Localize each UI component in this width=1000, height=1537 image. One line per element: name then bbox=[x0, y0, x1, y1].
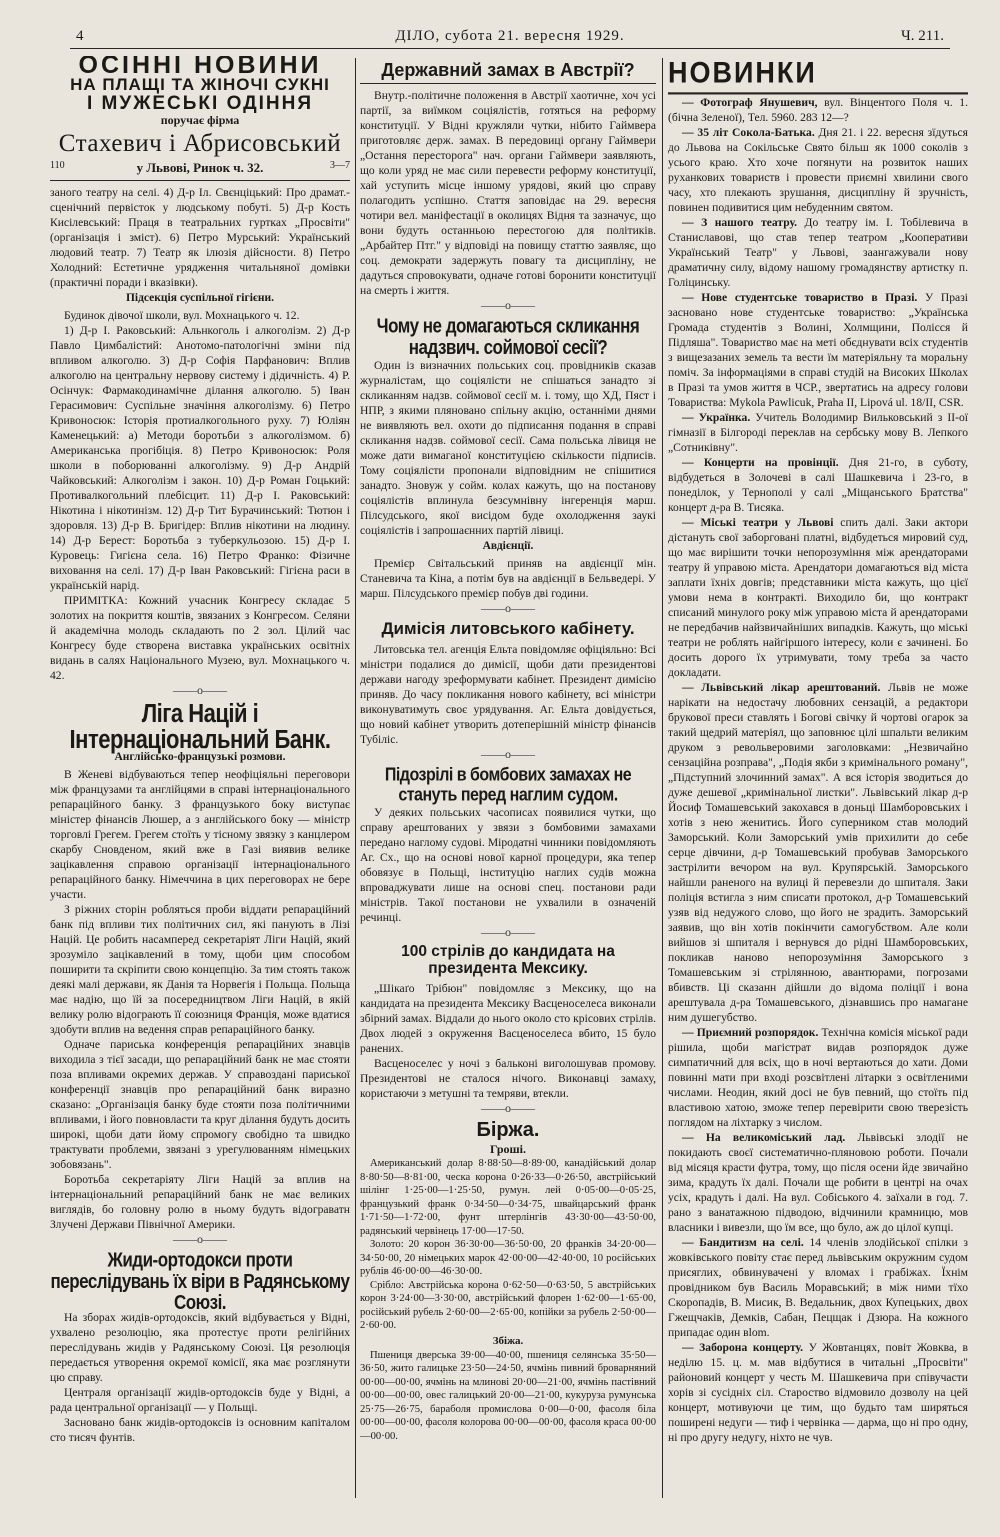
news-item bbox=[668, 125, 968, 215]
news-item-text: У Празі засновано нове студентське товариство: „Українська Громада студентів з Волині, Холмщини, Полісся й Підляша". Товариство має на меті обєднувати всіх студентів з вищезазаних земель та вести їм матеріяльну та моральну поміч. За інформаціями в справі студій на Високих Школах в Празі та умов життя в ЧСР., звертатись на адресу голови Товариства: Mykola Pawlicuk, Praha II, Lipová ul. 18/II, CSR. bbox=[668, 291, 968, 409]
section-heading: Авдієнції. bbox=[482, 540, 534, 552]
ad-line: І МУЖЕСЬКІ ОДІННЯ bbox=[86, 93, 314, 114]
stock-exchange-section bbox=[360, 1119, 656, 1443]
article-paragraph: В Женеві відбуваються тепер неофіціяльні переговори між французами та англійцями в справі інтернаціонального репараційного банку. З французького боку виступає міністер фінансів Люшер, а з англійського боку — міністр торговлі Грегем. Грегем стоїть у тісному звязку з канцлером скарбу Сновденом, який вже в Газі виявив велике зацікавлення справою організації інтернаціонального репараційного банку. Німеччина в цих переговорах не бере участи. bbox=[50, 768, 350, 901]
news-item bbox=[668, 680, 968, 1025]
news-item bbox=[668, 215, 968, 290]
ad-code: 110 bbox=[50, 160, 65, 171]
news-item-text: У Жовтанцях, повіт Жовква, в неділю 15. ц. м. мав відбутися в читальні „Просвіти" районовий концерт у честь М. Шашкевича при співучасти хорів зі сусідніх сіл. Староство відмовило дозволу на цей концерт, мотивуючи це тим, що будьто там ширяться поширені недуги — тиф і червінка — дарма, що ні про одну, ні про другу недугу, ніхто не чув. bbox=[668, 1341, 968, 1444]
news-item bbox=[668, 1235, 968, 1340]
news-item bbox=[668, 455, 968, 515]
article-paragraph: Одначе париська конференція репараційних знавців виходила з тієї засади, що репараційний банк не має стояти поза впливами окремих держав. У справоздані париської конференції знавців про репараційний банк виразно сказано: „Організація банку буде стояти поза політичними впливами, і його повновласти та круг ділання будуть досить широкі, щоби дати йому спромогу свобідно та швидко трактувати проблеми, звязані з урегулюванням німецьких зобовязань". bbox=[50, 1038, 350, 1171]
news-item-text: 14 членів злодійської спілки з жовківського повіту стає перед львівським окружним судом присяглих, обвинувачені у вломах і грабіжах. Їхнім провідником був Василь Моравський; в між ними тїхо Скоропадів, В. Мисик, В. Ведальник, двох Купецьких, двох Гжещчаків, Демків, Сабан, Пецщак і Дзюра. На кожного припадає один вlom. bbox=[668, 1236, 968, 1339]
news-item-text: Львів не може нарікати на недостачу любовних сензацій, а редактори брукової преси ставлять і Богові свічку й чортові огарок за такий щедрий матеріял, що заповнює цілі шпальти великим друком з револьверовими заголовками: „Незвичайно сензаційна розправа", „Подія якби з кримінального роману", „Підступний злочинний замах". А вся історія зводиться до дуже дешевої „кримінальної листки". Львівський лікар д-р Йосиф Томашевський закохався в доньці Шамборовських і хотів з нею женитись. Його суперником став молодий Заморський. Коли Заморський умів прихилити до себе серце дівчини, д-р Томашевський пробував Заморського застрілити вечором на вул. Крупярській. Заморського найшли раненого на вулиці й перевезли до шпиталя. Заки поліція встигла з ним списати протокол, д-р Томашевський узяв від недужого слово, що його не зрадить. Заморський заявив, що він хотів покінчити самогубством. Але коли вийшов зі шпиталя і вернувся до рідні Шамборовських, покликав наново непорозуміння Заморського з Томашевським зі стрілянною, авантюрами, погрозами вбивств. Ці сказанн дійшли до відома поліції і вона арештувала д-ра Томашевського, дізнавшись про намагане ним душегубство. bbox=[668, 681, 968, 1024]
news-item-lead: — Приємний розпорядок. bbox=[682, 1026, 819, 1039]
article-paragraph: Васценоселес у ночі з бальконі виголошував промову. Президентові не сталося нічого. Виконавці замаху, користаючи з метушні та темряви, втекли. bbox=[360, 1057, 656, 1100]
article-paragraph: заного театру на селі. 4) Д-р Іл. Свєнціцький: Про драмат.-сценічний первісток у людському побуті. 5) Д-р Кость Кисілевський: Праця в театральних гуртках „Просвіти" (організація і зміст). 6) Петро Мурський: Український людовий театр. 7) Театр як ілюзія дійсности. 8) Петро Холодний: Естетичне урядження читальняної домівки (практичні поради і вказівки). bbox=[50, 186, 350, 289]
article-paragraph: Один із визначних польських соц. провідників сказав журналістам, що соціялісти не спішаться занадто зі скликанням надзв. соймової сесії м. і. тому, що ХД, Пяст і НПР, з якими пляновано спільну акцію, останніми днями не виявляють вел. охоти до підписання подання в справі скликання надзв. соймової сесії. Сама польська лівиця не може дати вимаганої конституцією скількости підписів. Тому соціялісти пропонали відповідним не спішитися занадто. Зновуж у сойм. колах кажуть, що на постанову соціялістів вплинула безсумнівну інгеренція марш. Пілсудського, якої висідом буде охолодження заукі соціялістів і запрошаєнних партій лівиці. bbox=[360, 359, 656, 537]
news-item-lead: — Концерти на провінції. bbox=[682, 456, 839, 469]
news-item-lead: — Львівський лікар арештований. bbox=[682, 681, 881, 694]
page-header bbox=[70, 26, 950, 49]
column-2 bbox=[360, 56, 656, 1516]
article-paragraph: Литовська тел. агенція Ельта повідомляє офіціяльно: Всі міністри подалися до димісії, щоби дати президентові держави нагоду зреформувати кабінет. Президент димісію приняв. До часу покликання нового кабінету, всі міністри виконуватимуть своє урядування. Аг. Ельта довідується, що новий кабінет утворить дотеперішній міністр фінансів Тубіліс. bbox=[360, 643, 656, 746]
ad-address-row bbox=[50, 160, 350, 176]
separator: ——o—— bbox=[481, 1101, 535, 1115]
article-paragraph: ПРИМІТКА: Кожний учасник Конгресу складає 5 золотих на покриття коштів, звязаних з Конгресом. Селяни й академічна молодь складають по 2 зол. Цілий час Конгресу буде створена виставка українських освітніх видань в салях Національного Музею, вул. Мохнацького ч. 42. bbox=[50, 594, 350, 682]
separator: ——o—— bbox=[173, 683, 227, 697]
article-paragraph: Внутр.-політичне положення в Австрії хаотичне, хоч усі партії, за виїмком соціялістів, готяться на реформу конституції. У Відні кружляли чутки, нібито Гаймвера приготовляє держ. замах. В передовиці органу Гаймвери „Остання пересторога" нач. органи Гаймвери заявляють, що коли уряд не має сили перевести реформу конституції, хай уступить місце іншому урядові, який цю справу полагодить успішно. Стаття заповідає на 29. вересня чотири вел. маніфестації в околицях Відня та зазначує, що вони будуть останньою перестогою для політиків. „Арбайтер Птг." у відповіді на повищу статтю заявляє, що соц. демократи задержуть повагу та дисципліну, не дадуться спровокувати, одначе готові боронити конституції на смерть і життя. bbox=[360, 89, 656, 297]
column-3 bbox=[668, 56, 968, 1526]
column-rule bbox=[662, 58, 663, 1498]
news-item bbox=[668, 95, 968, 125]
news-item-text: Учитель Володимир Вильковський з II-ої гімназії в Білгороді переклав на сербську мову В. Лепкого „Сотниківну". bbox=[668, 411, 968, 454]
article-paragraph: Премієр Світальський приняв на авдієнції мін. Станевича та Кіна, а потім був на авдієнції в Бельведері. У марш. Пілсудського премієр побув дві години. bbox=[360, 557, 656, 600]
separator: ——o—— bbox=[481, 601, 535, 615]
news-item-lead: — 35 літ Сокола-Батька. bbox=[682, 126, 815, 139]
article-subheading: Англійсько-французькі розмови. bbox=[114, 751, 286, 763]
stock-exchange-title: Біржа. bbox=[476, 1119, 540, 1141]
news-item-text: До театру ім. І. Тобілевича в Станиславові, що став тепер театром „Кооперативи Український Театр" у Львові, заангажували нову драматичну силу, відому нашому громадянству артистку п. Голіцинську. bbox=[668, 216, 968, 289]
news-item-lead: — Бандитизм на селі. bbox=[682, 1236, 804, 1249]
masthead: ДІЛО, субота 21. вересня 1929. bbox=[395, 28, 625, 44]
news-list bbox=[668, 95, 968, 1445]
article-paragraph: Засновано банк жидів-ортодоксів із основним капіталом сто тисяч фунтів. bbox=[50, 1416, 350, 1444]
ad-address: у Львові, Ринок ч. 32. bbox=[136, 160, 264, 175]
news-item-lead: — Фотограф Янушевич, bbox=[682, 96, 818, 109]
section-heading: Підсекція суспільної гігієни. bbox=[125, 292, 275, 304]
section-heading: Гроші. bbox=[489, 1142, 527, 1156]
ad-by: поручає фірма bbox=[160, 113, 240, 127]
news-item-lead: — Нове студентське товариство в Празі. bbox=[682, 291, 918, 304]
exchange-paragraph: Срібло: Австрійська корона 0·62·50—0·63·50, 5 австрійських корон 3·24·00—3·30·00, австрійський флорен 1·62·00—1·65·00, російський рубель 2·60·00—2·65·00, копійки за рубель 2·50·00—2·60·00. bbox=[360, 1279, 656, 1331]
column-1 bbox=[50, 56, 350, 1516]
news-item bbox=[668, 410, 968, 455]
article-paragraph: Боротьба секретаріяту Ліги Націй за вплив на інтернаціональний репараційний банк не має великих виглядів, бо головну ролю в ньому будуть відограватн Злучені Держави Північної Америки. bbox=[50, 1173, 350, 1231]
news-item-lead: — З нашого театру. bbox=[682, 216, 798, 229]
news-item bbox=[668, 1025, 968, 1130]
separator: ——o—— bbox=[173, 1232, 227, 1246]
article-paragraph: „Шікаґо Трібюн" повідомляє з Мексику, що на кандидата на президента Мексику Васценоселеса виконали збірний замах. Віддали до нього около сто крісових стрілів. Двох людей з окруження Васценоселеса вбито, 15 було ранених. bbox=[360, 982, 656, 1055]
news-item-text: Львівські злодії не покидають своєї систематично-пляновою роботи. Почали від місяця красти футра, тому, що після осени йде звичайно зима, крадуть їх далі. Почали ще робити в центрі на очах усіх, крадуть і далі. На вул. Собіського 4. заїхали в год. 7. рано з ванатажною підводою, відчинили крамницю, мов власники і вивезли, що їм все, що було, аж до цілої купці. bbox=[668, 1131, 968, 1234]
exchange-paragraph: Золото: 20 корон 36·30·00—36·50·00, 20 франків 34·20·00—34·50·00, 20 німецьких марок 42·00·00—42·40·00, 10 російських рублів 46·00·00—46·30·00. bbox=[360, 1239, 656, 1277]
news-item-text: Дня 21. і 22. вересня зїдуться до Львова на Сокільське Свято більш як 1000 соколів з усього краю. Хто хоче погянути на розвиток наших руханкових товариств і провести приємні хвилини свого часу, хто плекають зрушання, дисципліну й зручність, повинен подивитися цим небуденним святом. bbox=[668, 126, 968, 214]
separator: ——o—— bbox=[481, 747, 535, 761]
news-item-text: Технічна комісія міської ради рішила, щоби магістрат видав розпорядок дуже симпатичний для всіх, що в ночі вертаються до хати. Доми повинні мати при вході розсвітлені літарки з освітленими числами. Неодин, який досі не був певний, що стоїть під властивою хатою, зможе тепер перевірити свою тверезість поглядом на ліхтарку з числом. bbox=[668, 1026, 968, 1129]
news-item bbox=[668, 1130, 968, 1235]
separator: ——o—— bbox=[481, 298, 535, 312]
issue-number: Ч. 211. bbox=[901, 28, 944, 44]
article-headline: Димісія литовського кабінету. bbox=[381, 619, 635, 638]
article-headline: Жиди-ортодокси проти переслідувань їх віри в Радянському Союзі. bbox=[50, 1248, 350, 1314]
article-headline: Ліга Націй і Інтернаціональний Банк. bbox=[69, 698, 331, 755]
exchange-paragraph: Пшениця дверська 39·00—40·00, пшениця селянська 35·50—36·50, жито галицьке 23·50—24·50, ячмінь пивний броварняний 00·00—00·00, ячмінь на млинові 20·00—21·00, ячмінь пастівний 00·00—00·00, овес галицький 20·00—21·00, кукуруза румунська 25·75—26·75, бараболя промислова 0·00—0·00, фасоля біла 00·00—00·00, фасоля колорова 00·00—00·00, фасоля краса 00·00—00·00. bbox=[360, 1349, 656, 1442]
news-item-text: спить далі. Заки актори дістануть свої заборговані платні, відбудеться мировий суд, що має вирішити точки непорозуміння між арендаторами театру й управою міста. Арендатори домагаються від міста заплати їхніх довгів; представники міста кажуть, що цієї умови нема в контракті. Виходило би, що контракт списаний минулого року між управою міста й арендаторами не передбачив найзвичайніших випадків. Кажуть, що міські театри не роблять найгіршого інтересу, коли є зачинені. Бо досить дорого їх утримувати, тому треба за часто докладати. bbox=[668, 516, 968, 679]
news-section-title: НОВИНКИ bbox=[668, 56, 968, 95]
news-item bbox=[668, 515, 968, 680]
article-paragraph: Централя організації жидів-ортодоксів буде у Відні, а рада центральної організації — у Польщі. bbox=[50, 1386, 350, 1414]
article-headline: 100 стрілів до кандидата на президента Мексику. bbox=[401, 943, 615, 977]
section-heading: Збіжа. bbox=[492, 1334, 524, 1347]
ad-code: 3—7 bbox=[330, 160, 350, 171]
article-headline: Державний замах в Австрії? bbox=[360, 60, 656, 84]
news-item bbox=[668, 290, 968, 410]
column-rule bbox=[355, 58, 356, 1498]
news-item-lead: — Українка. bbox=[682, 411, 751, 424]
article-paragraph: У деяких польських часописах появилися чутки, що справу арештованих у звязи з бомбовими замахами передано наглому судові. Міродатні чинники повідомляють Аг. Сх., що на основі нової карної процедури, яка тепер обовязує в Польщі, інституцію наглих судів можна впроваджувати лише на основі спец. постанови ради міністрів. Такої постанови не ухвалили в означеній речинці. bbox=[360, 806, 656, 924]
article-paragraph: Будинок дівочої школи, вул. Мохнацького ч. 12. bbox=[64, 309, 300, 322]
article-paragraph: 1) Д-р І. Раковський: Альнкоголь і алкоголізм. 2) Д-р Павло Цимбалістий: Анотомо-патологічні зміни під впливом алкоголю. 3) Д-р Софія Парфанович: Вплив алкоголю на центральну нервову систему і дідичність. 4) Р. Осінчук: Фармакодинамічне ділання алкоголю. 5) Іван Герасимович: Суспільне значіння алкоголізму. 6) Петро Кривоносюк: Історія протиалкогольного руху. 7) Юліян Каменецький: а) Методи боротьби з алкоголізмом. б) Американська прогібіція. 8) Петро Кривоносюк: Роля школи в поборюванні алкоголізму. 9) Д-р Андрій Чайковський: Алкоголізм і закон. 10) Д-р Роман Гоцький: Противалкогольний плебісцит. 11) Д-р І. Раковський: Нікотина і нікотинізм. 12) Д-р Тит Бурачинський: Тютюн і здоровля. 13) Д-р В. Бригідер: Вплив нікотини на людину. 14) Д-р Берест: Боротьба з туберкульозою. 15) Д-р І. Куровець: Гигієна села. 16) Петро Франко: Фізичне виховання на селі. 17) Д-р Іван Раковський: Гігієна раси в українській нарід. bbox=[50, 324, 350, 592]
article-paragraph: З ріжних сторін робляться проби віддати репараційний банк під впливи тих політичних сил, які панують в Лізі Націй. Це робить насамперед секретаріят Ліги Націй, який зрозуміло зацікавлений в тому, щоби цим способом поширити та скріпити свою концепцію. За тим стоять також деякі малі держави, як Данія та Норвегія і Польща. Польща має надію, що їй за посередництвом Ліги Націй, в якій велику ролю відограють її союзниця Франція, може вдатися здобути вплив на ведення справ репараційного банку. bbox=[50, 903, 350, 1036]
advertisement bbox=[50, 56, 350, 181]
article-headline: Чому не домагаються скликання надзвич. соймової сесії? bbox=[376, 314, 640, 359]
article-headline: Підозрілі в бомбових замахах не стануть перед наглим судом. bbox=[384, 765, 632, 806]
news-item-text: вул. Вінцентого Поля ч. 1. (бічна Зеленої), Тел. 5960. 283 12—? bbox=[668, 96, 968, 124]
ad-line: ОСІННІ НОВИНИ bbox=[78, 56, 322, 79]
separator: ——o—— bbox=[481, 925, 535, 939]
exchange-paragraph: Американський долар 8·88·50—8·89·00, канадійський долар 8·80·50—8·81·00, ческа корона 0·26·33—0·26·50, австрійський шілінг 1·25·00—1·25·50, румун. лей 0·05·00—0·05·25, французький франк 0·34·50—0·34·75, швайцарський франк 1·71·50—1·72·00, фунт штерлінгів 43·30·00—43·50·00, радянський червінець 17·00—17·50. bbox=[360, 1158, 656, 1237]
news-item-lead: — На великоміський лад. bbox=[682, 1131, 846, 1144]
news-item-lead: — Заборона концерту. bbox=[682, 1341, 804, 1354]
news-item-text: Дня 21-го, в суботу, відбудеться в Золочеві в салі Шашкевича і 23-го, в понеділок, у Тернополі у салі „Міщанського Братства" концерт д-ра В. Тисяка. bbox=[668, 456, 968, 514]
ad-firm: Стахевич і Абрисовський bbox=[58, 130, 342, 157]
news-item-lead: — Міські театри у Львові bbox=[682, 516, 834, 529]
ad-line: НА ПЛАЩІ ТА ЖІНОЧІ СУКНІ bbox=[70, 75, 330, 94]
page-number: 4 bbox=[76, 28, 84, 44]
news-item bbox=[668, 1340, 968, 1445]
article-paragraph: На зборах жидів-ортодоксів, який відбувається у Відні, ухвалено резолюцію, яка протестує проти релігійних переслідувань жидів у Радянському Союзі. Ця резолюція передається утворення окремої комісії, яка має розглянути цю справу. bbox=[50, 1311, 350, 1384]
